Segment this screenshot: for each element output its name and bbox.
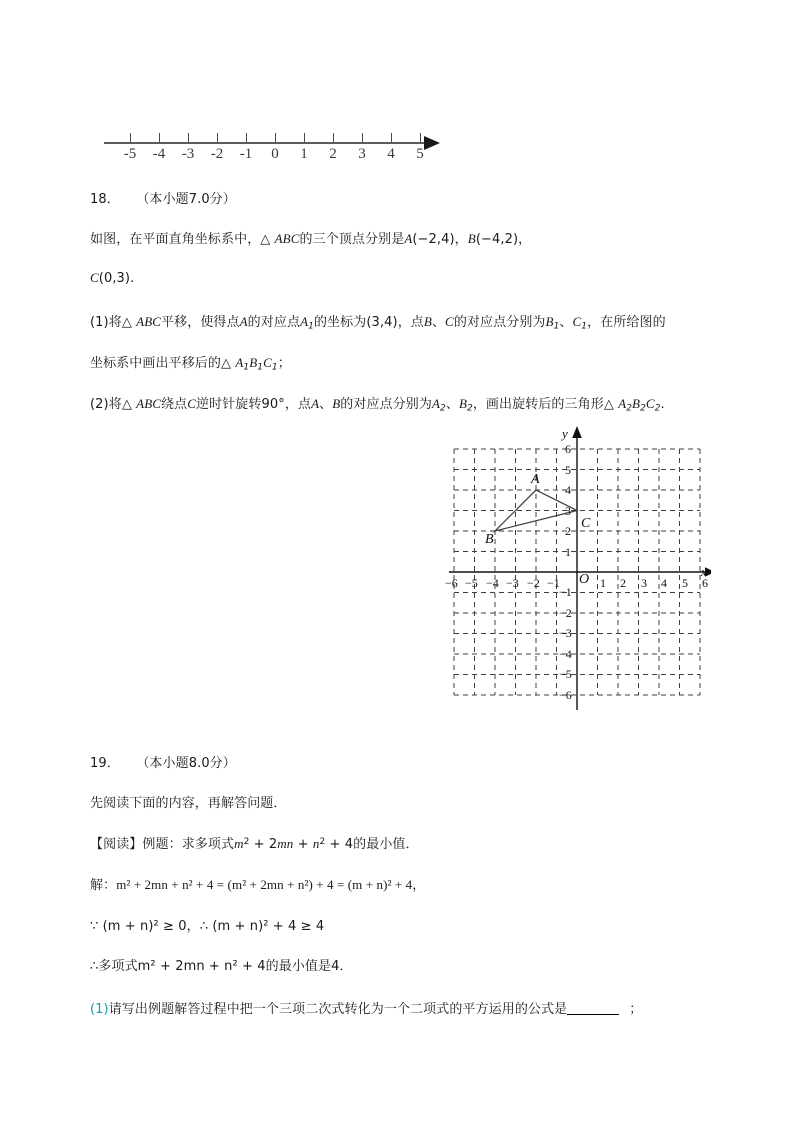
x-tick-label: −6 xyxy=(445,576,458,590)
solution-text: ∴多项式 xyxy=(90,959,138,974)
question-1-tail: ； xyxy=(629,1002,643,1017)
triangle-abc-label: ABC xyxy=(274,231,300,246)
vertex-label-a: A xyxy=(531,472,540,487)
point-a1-coords: (3,4) xyxy=(366,315,398,330)
number-line-tick xyxy=(420,133,421,142)
number-line-tick xyxy=(391,133,392,142)
point-a-coords: (−2,4) xyxy=(412,232,455,247)
problem-19-solution-line-1 xyxy=(90,874,425,893)
origin-label: O xyxy=(579,572,590,587)
part-text: ，画出旋转后的三角形△ xyxy=(472,397,619,412)
y-tick-label: 3 xyxy=(565,503,571,518)
point-b-label: B xyxy=(467,231,476,246)
stem-text: ， xyxy=(454,232,468,247)
point-a1-label: A xyxy=(300,314,309,329)
problem-18-part-1-line-2 xyxy=(90,352,291,372)
subscript: 1 xyxy=(581,321,588,332)
coordinate-plane-figure xyxy=(445,424,711,710)
problem-18-number: 18． xyxy=(90,192,120,207)
part-text: (2)将△ xyxy=(90,397,137,412)
solution-value: 4 xyxy=(331,959,340,974)
reading-tag: 【阅读】 xyxy=(90,837,143,852)
number-line-tick xyxy=(188,133,189,142)
vertex-label-c: C xyxy=(581,516,591,531)
number-line-label: 3 xyxy=(358,146,366,162)
solution-expression: m² + 2mn + n² + 4 xyxy=(137,959,266,974)
solution-expression: m² + 2mn + n² + 4 = (m² + 2mn + n²) + 4 = (m + n)² + 4， xyxy=(116,877,426,892)
axes xyxy=(449,434,705,710)
number-line-tick xyxy=(130,133,131,142)
part-text: 、 xyxy=(445,397,459,412)
point-c-coords: (0,3) xyxy=(98,271,131,286)
y-tick-label: 6 xyxy=(565,442,571,456)
problem-18-heading xyxy=(90,188,236,207)
point-b-coords: (−4,2) xyxy=(475,232,519,247)
point-a-label: A xyxy=(239,314,248,329)
number-line-label: -3 xyxy=(181,146,195,162)
point-b1-label: B xyxy=(249,355,258,370)
problem-18-part-1-line-1 xyxy=(90,311,666,331)
y-tick-label: −1 xyxy=(559,585,572,599)
x-tick-label: 6 xyxy=(702,576,708,590)
operator: + xyxy=(293,837,313,852)
reading-text: 的最小值． xyxy=(353,837,419,852)
part-text: 的对应点分别为 xyxy=(453,315,546,330)
variable-m: m xyxy=(234,836,244,851)
x-tick-label: 2 xyxy=(620,576,626,590)
number-line-label: 2 xyxy=(329,146,337,162)
y-tick-label: 1 xyxy=(565,544,571,559)
point-b1-label: B xyxy=(545,314,554,329)
part-text: 绕点 xyxy=(161,397,188,412)
x-tick-label: −3 xyxy=(506,576,519,590)
solution-label: 解： xyxy=(90,878,117,893)
y-tick-label: −6 xyxy=(559,687,572,702)
rotation-angle: 90° xyxy=(261,397,285,412)
y-tick-label: 4 xyxy=(565,483,571,497)
number-line-label: 1 xyxy=(300,146,308,162)
number-line-label: -4 xyxy=(152,146,166,162)
problem-18-points: （本小题7.0分） xyxy=(136,192,236,207)
solution-text: ． xyxy=(339,959,353,974)
y-tick-label: 5 xyxy=(565,462,571,477)
subscript: 1 xyxy=(271,362,278,373)
y-tick-label: −3 xyxy=(559,626,572,640)
part-text: (1)将△ xyxy=(90,315,137,330)
triangle-abc-label: ABC xyxy=(136,314,162,329)
problem-18-stem-line-1 xyxy=(90,228,531,247)
x-tick-label: 1 xyxy=(600,576,606,590)
point-c2-label: C xyxy=(645,396,655,411)
subscript: 1 xyxy=(308,321,314,332)
subscript: 2 xyxy=(467,403,473,414)
point-c-label: C xyxy=(90,270,99,285)
point-a2-label: A xyxy=(431,396,441,411)
part-text: 、 xyxy=(431,315,446,330)
reading-text: 例题：求多项式 xyxy=(142,837,235,852)
number-line-tick xyxy=(304,133,305,142)
part-text: 、 xyxy=(319,397,333,412)
number-line-label: 4 xyxy=(387,146,395,162)
x-axis-label: x xyxy=(701,564,707,579)
part-text: 、 xyxy=(559,315,573,330)
answer-blank[interactable] xyxy=(567,1014,619,1015)
part-text: ，点 xyxy=(284,397,312,412)
subscript: 2 xyxy=(440,403,446,414)
variable-mn: mn xyxy=(277,836,294,851)
point-b-label: B xyxy=(423,314,432,329)
problem-19-heading xyxy=(90,752,236,771)
problem-19-solution-line-2: ∵ (m + n)² ≥ 0，∴ (m + n)² + 4 ≥ 4 xyxy=(90,919,325,934)
operator: + 2 xyxy=(249,837,278,852)
y-tick-label: −5 xyxy=(559,667,572,681)
subscript: 1 xyxy=(243,362,250,373)
stem-text: 的三个顶点分别是 xyxy=(299,232,405,247)
part-text: ，点 xyxy=(397,315,424,330)
exponent: 2 xyxy=(243,836,250,847)
point-b2-label: B xyxy=(632,396,641,411)
triangle-abc-label: ABC xyxy=(136,396,162,411)
point-a2-label: A xyxy=(618,396,627,411)
problem-19-intro: 先阅读下面的内容，再解答问题． xyxy=(90,796,287,811)
number-line-tick xyxy=(275,133,276,142)
y-axis-label: y xyxy=(562,426,568,441)
number-line-tick xyxy=(333,133,334,142)
stem-text: ， xyxy=(518,232,532,247)
x-tick-label: 3 xyxy=(641,576,647,590)
number-line-figure xyxy=(104,126,454,176)
x-tick-label: 5 xyxy=(682,576,688,590)
problem-19-number: 19． xyxy=(90,756,120,771)
variable-n: n xyxy=(312,836,320,851)
solution-text: 的最小值是 xyxy=(265,959,332,974)
number-line-label: 0 xyxy=(271,146,279,162)
point-c-label: C xyxy=(187,396,196,411)
number-line-label: -5 xyxy=(123,146,137,162)
part-text: 的坐标为 xyxy=(313,315,367,330)
stem-text: 如图，在平面直角坐标系中，△ xyxy=(90,232,275,247)
subscript: 2 xyxy=(626,403,633,414)
problem-18-stem-line-2 xyxy=(90,270,134,286)
x-tick-label: −4 xyxy=(486,576,499,590)
point-a1-label: A xyxy=(235,355,244,370)
coordinate-plane-svg xyxy=(449,424,711,710)
stem-text: . xyxy=(130,271,135,286)
problem-19-points: （本小题8.0分） xyxy=(136,756,236,771)
problem-19-question-1 xyxy=(90,998,642,1017)
x-tick-label: −5 xyxy=(465,576,478,590)
number-line-tick xyxy=(217,133,218,142)
point-a-label: A xyxy=(404,231,413,246)
question-1-number: (1) xyxy=(90,1002,109,1017)
subscript: 1 xyxy=(553,321,560,332)
number-line-axis xyxy=(104,142,426,144)
number-line-label: 5 xyxy=(416,146,424,162)
x-tick-label: −2 xyxy=(527,576,540,590)
part-text: ，在所给图的 xyxy=(587,315,666,330)
number-line-tick xyxy=(159,133,160,142)
x-tick-label: 4 xyxy=(661,576,667,590)
part-text: 平移，使得点 xyxy=(161,315,240,330)
number-line-tick xyxy=(246,133,247,142)
question-1-text: 请写出例题解答过程中把一个三项二次式转化为一个二项式的平方运用的公式是 xyxy=(108,1002,568,1017)
number-line-tick xyxy=(362,133,363,142)
operator: + 4 xyxy=(325,837,354,852)
point-c1-label: C xyxy=(572,314,582,329)
part-text: 的对应点分别为 xyxy=(340,397,432,412)
vertex-label-b: B xyxy=(485,532,494,547)
point-a-label: A xyxy=(311,396,320,411)
problem-19-solution-line-3 xyxy=(90,955,353,974)
point-c-label: C xyxy=(445,314,454,329)
y-tick-label: −4 xyxy=(559,646,572,661)
part-text: 的对应点 xyxy=(247,315,301,330)
problem-18-part-2 xyxy=(90,393,665,413)
part-text: 坐标系中画出平移后的△ xyxy=(90,356,236,371)
point-c1-label: C xyxy=(263,355,272,370)
point-b-label: B xyxy=(332,396,341,411)
part-text: . xyxy=(660,397,665,412)
y-tick-label: −2 xyxy=(559,605,572,620)
subscript: 2 xyxy=(654,403,661,414)
part-text: ； xyxy=(277,356,291,371)
y-tick-label: 2 xyxy=(565,524,571,538)
exponent: 2 xyxy=(319,836,326,847)
subscript: 2 xyxy=(640,403,646,414)
number-line-label: -1 xyxy=(239,146,253,162)
x-tick-label: −1 xyxy=(547,576,560,590)
part-text: 逆时针旋转 xyxy=(196,397,262,412)
problem-19-reading-line xyxy=(90,833,419,852)
number-line-label: -2 xyxy=(210,146,224,162)
point-b2-label: B xyxy=(458,396,467,411)
y-axis-arrow-icon xyxy=(572,426,582,438)
subscript: 1 xyxy=(257,362,264,373)
